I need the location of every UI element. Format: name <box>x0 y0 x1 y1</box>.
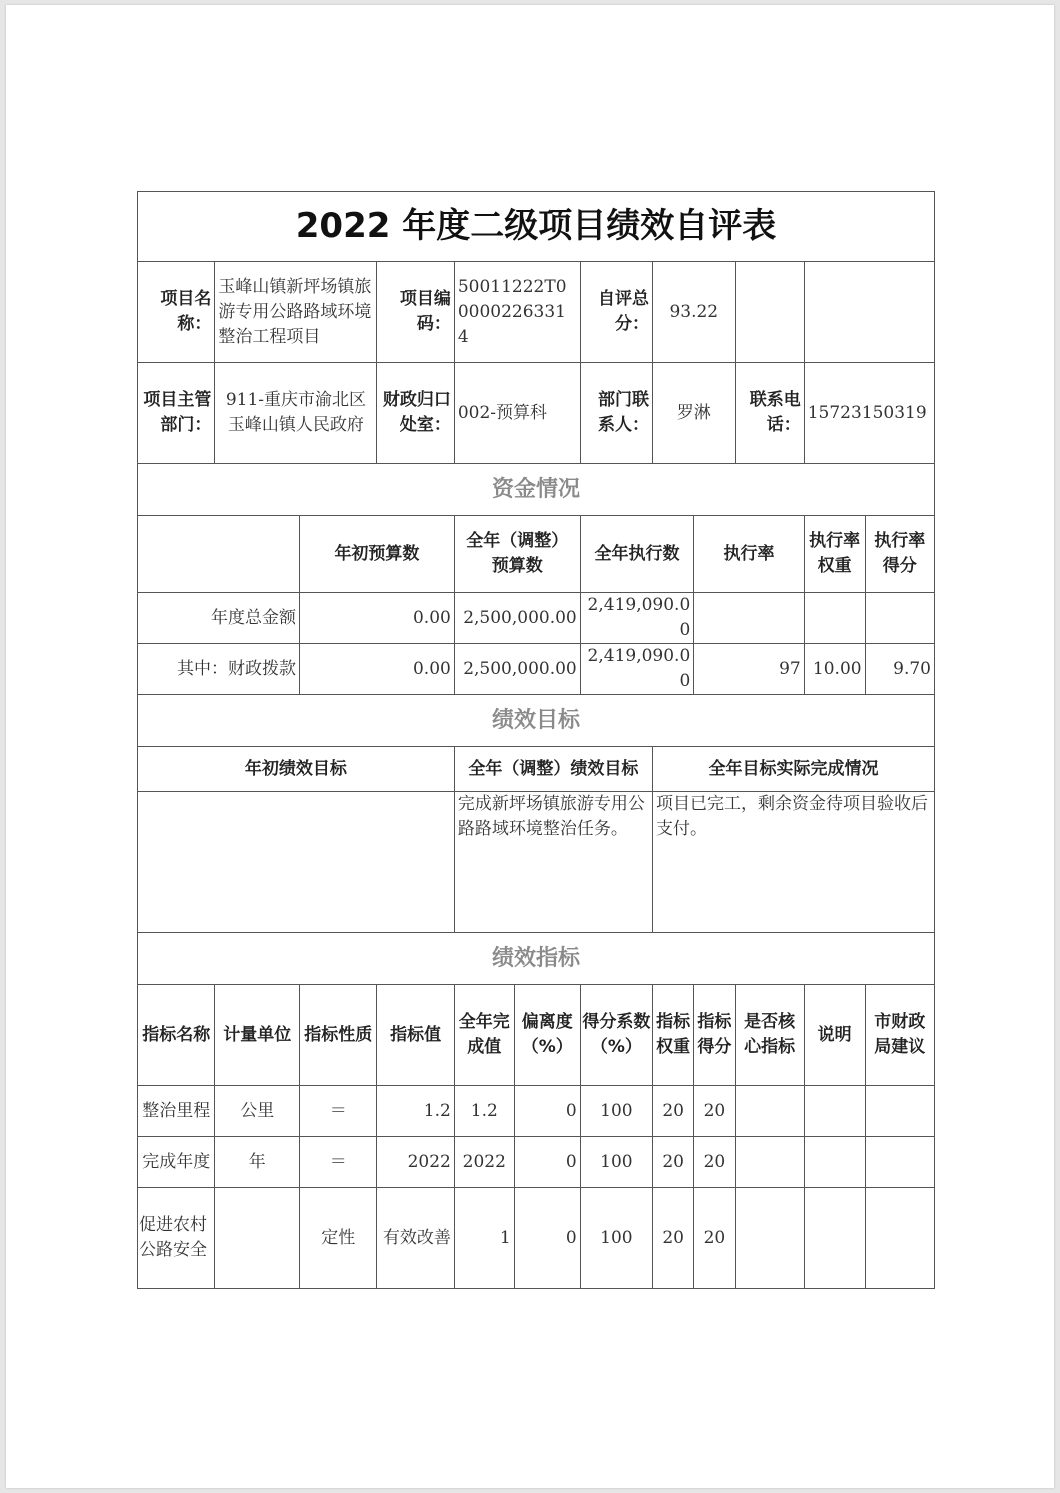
blank-cell <box>804 262 934 363</box>
indicator-unit: 年 <box>215 1137 300 1188</box>
indicator-name: 整治里程 <box>138 1086 215 1137</box>
fund-initial: 0.00 <box>300 644 455 695</box>
adjusted-goal: 完成新坪场镇旅游专用公路路域环境整治任务。 <box>454 792 652 933</box>
project-name-label: 项目名称： <box>138 262 215 363</box>
dept-label: 项目主管部门： <box>138 363 215 464</box>
indicator-advice <box>865 1086 934 1137</box>
project-code-label: 项目编码： <box>377 262 454 363</box>
indicator-unit: 公里 <box>215 1086 300 1137</box>
indicator-deviation: 0 <box>514 1137 580 1188</box>
indicator-weight: 20 <box>653 1188 694 1289</box>
fund-weight: 10.00 <box>804 644 865 695</box>
self-score: 93.22 <box>653 262 736 363</box>
indicator-value: 2022 <box>377 1137 454 1188</box>
header-score: 指标得分 <box>694 985 735 1086</box>
indicator-nature: ＝ <box>300 1086 377 1137</box>
actual-completion: 项目已完工，剩余资金待项目验收后支付。 <box>653 792 935 933</box>
indicator-deviation: 0 <box>514 1086 580 1137</box>
blank-cell <box>735 262 804 363</box>
header-advice: 市财政局建议 <box>865 985 934 1086</box>
header-actual-completion: 全年目标实际完成情况 <box>653 747 935 792</box>
finance-office: 002-预算科 <box>454 363 580 464</box>
indicator-unit <box>215 1188 300 1289</box>
header-done: 全年完成值 <box>454 985 514 1086</box>
header-rate-weight: 执行率权重 <box>804 516 865 593</box>
fund-adjusted: 2,500,000.00 <box>454 593 580 644</box>
table-row <box>138 1188 935 1289</box>
indicator-score: 20 <box>694 1086 735 1137</box>
fund-score <box>865 593 934 644</box>
indicator-score: 20 <box>694 1188 735 1289</box>
indicator-core <box>735 1086 804 1137</box>
section-goals: 绩效目标 <box>138 695 935 747</box>
fund-executed: 2,419,090.00 <box>580 593 694 644</box>
header-unit: 计量单位 <box>215 985 300 1086</box>
header-weight: 指标权重 <box>653 985 694 1086</box>
evaluation-form <box>137 191 935 1289</box>
indicator-note <box>804 1086 865 1137</box>
header-initial-goal: 年初绩效目标 <box>138 747 455 792</box>
contact-label: 部门联系人： <box>580 363 652 464</box>
header-executed: 全年执行数 <box>580 516 694 593</box>
indicator-name: 完成年度 <box>138 1137 215 1188</box>
header-deviation: 偏离度（%） <box>514 985 580 1086</box>
fund-row-label: 年度总金额 <box>138 593 300 644</box>
fund-weight <box>804 593 865 644</box>
contact-person: 罗淋 <box>653 363 736 464</box>
header-coefficient: 得分系数（%） <box>580 985 652 1086</box>
evaluation-table <box>137 191 935 1289</box>
finance-label: 财政归口处室： <box>377 363 454 464</box>
document-page <box>6 5 1054 1488</box>
header-core: 是否核心指标 <box>735 985 804 1086</box>
fund-rate: 97 <box>694 644 804 695</box>
indicator-core <box>735 1188 804 1289</box>
fund-row-label: 其中：财政拨款 <box>138 644 300 695</box>
self-score-label: 自评总分： <box>580 262 652 363</box>
indicator-core <box>735 1137 804 1188</box>
indicator-weight: 20 <box>653 1086 694 1137</box>
fund-adjusted: 2,500,000.00 <box>454 644 580 695</box>
indicator-value: 有效改善 <box>377 1188 454 1289</box>
indicator-done: 1 <box>454 1188 514 1289</box>
fund-rate <box>694 593 804 644</box>
fund-initial: 0.00 <box>300 593 455 644</box>
indicator-score: 20 <box>694 1137 735 1188</box>
table-row <box>138 1137 935 1188</box>
form-title: 2022 年度二级项目绩效自评表 <box>138 192 935 262</box>
header-exec-rate: 执行率 <box>694 516 804 593</box>
section-funds: 资金情况 <box>138 464 935 516</box>
project-name: 玉峰山镇新坪场镇旅游专用公路路域环境整治工程项目 <box>215 262 377 363</box>
fund-score: 9.70 <box>865 644 934 695</box>
header-note: 说明 <box>804 985 865 1086</box>
header-adjusted-budget: 全年（调整）预算数 <box>454 516 580 593</box>
indicator-advice <box>865 1188 934 1289</box>
header-adjusted-goal: 全年（调整）绩效目标 <box>454 747 652 792</box>
indicator-advice <box>865 1137 934 1188</box>
indicator-deviation: 0 <box>514 1188 580 1289</box>
fund-executed: 2,419,090.00 <box>580 644 694 695</box>
table-row <box>138 1086 935 1137</box>
initial-goal <box>138 792 455 933</box>
indicator-weight: 20 <box>653 1137 694 1188</box>
phone-label: 联系电话： <box>735 363 804 464</box>
header-initial-budget: 年初预算数 <box>300 516 455 593</box>
section-indicators: 绩效指标 <box>138 933 935 985</box>
indicator-name: 促进农村公路安全 <box>138 1188 215 1289</box>
indicator-nature: ＝ <box>300 1137 377 1188</box>
indicator-coefficient: 100 <box>580 1086 652 1137</box>
indicator-done: 1.2 <box>454 1086 514 1137</box>
phone-number: 15723150319 <box>804 363 934 464</box>
indicator-note <box>804 1137 865 1188</box>
header-indicator-name: 指标名称 <box>138 985 215 1086</box>
indicator-coefficient: 100 <box>580 1137 652 1188</box>
blank-cell <box>138 516 300 593</box>
indicator-note <box>804 1188 865 1289</box>
indicator-nature: 定性 <box>300 1188 377 1289</box>
header-rate-score: 执行率得分 <box>865 516 934 593</box>
dept: 911-重庆市渝北区玉峰山镇人民政府 <box>215 363 377 464</box>
table-row <box>138 644 935 695</box>
header-value: 指标值 <box>377 985 454 1086</box>
indicator-value: 1.2 <box>377 1086 454 1137</box>
table-row <box>138 593 935 644</box>
indicator-coefficient: 100 <box>580 1188 652 1289</box>
indicator-done: 2022 <box>454 1137 514 1188</box>
header-nature: 指标性质 <box>300 985 377 1086</box>
project-code: 50011222T000002263314 <box>454 262 580 363</box>
